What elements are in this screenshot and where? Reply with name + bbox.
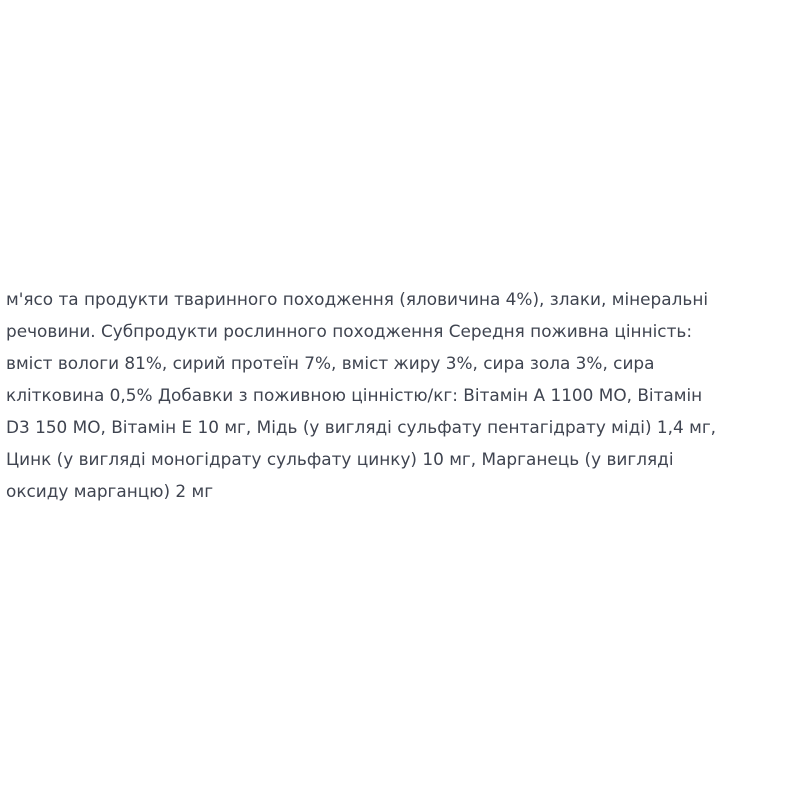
composition-line-6: Цинк (у вигляді моногідрату сульфату цинку) 10 мг, Марганець (у вигляді — [6, 450, 674, 470]
composition-line-7: оксиду марганцю) 2 мг — [6, 482, 214, 502]
composition-line-5: D3 150 МО, Вітамін Е 10 мг, Мідь (у вигляді сульфату пентагідрату міді) 1,4 мг, — [6, 418, 717, 438]
composition-line-4: клітковина 0,5% Добавки з поживною цінністю/кг: Вітамін А 1100 МО, Вітамін — [6, 386, 703, 406]
composition-line-2: речовини. Субпродукти рослинного походження Середня поживна цінність: — [6, 322, 693, 342]
composition-line-1: м'ясо та продукти тваринного походження (яловичина 4%), злаки, мінеральні — [6, 290, 709, 310]
product-composition-text — [6, 284, 800, 508]
composition-line-3: вміст вологи 81%, сирий протеїн 7%, вміст жиру 3%, сира зола 3%, сира — [6, 354, 655, 374]
